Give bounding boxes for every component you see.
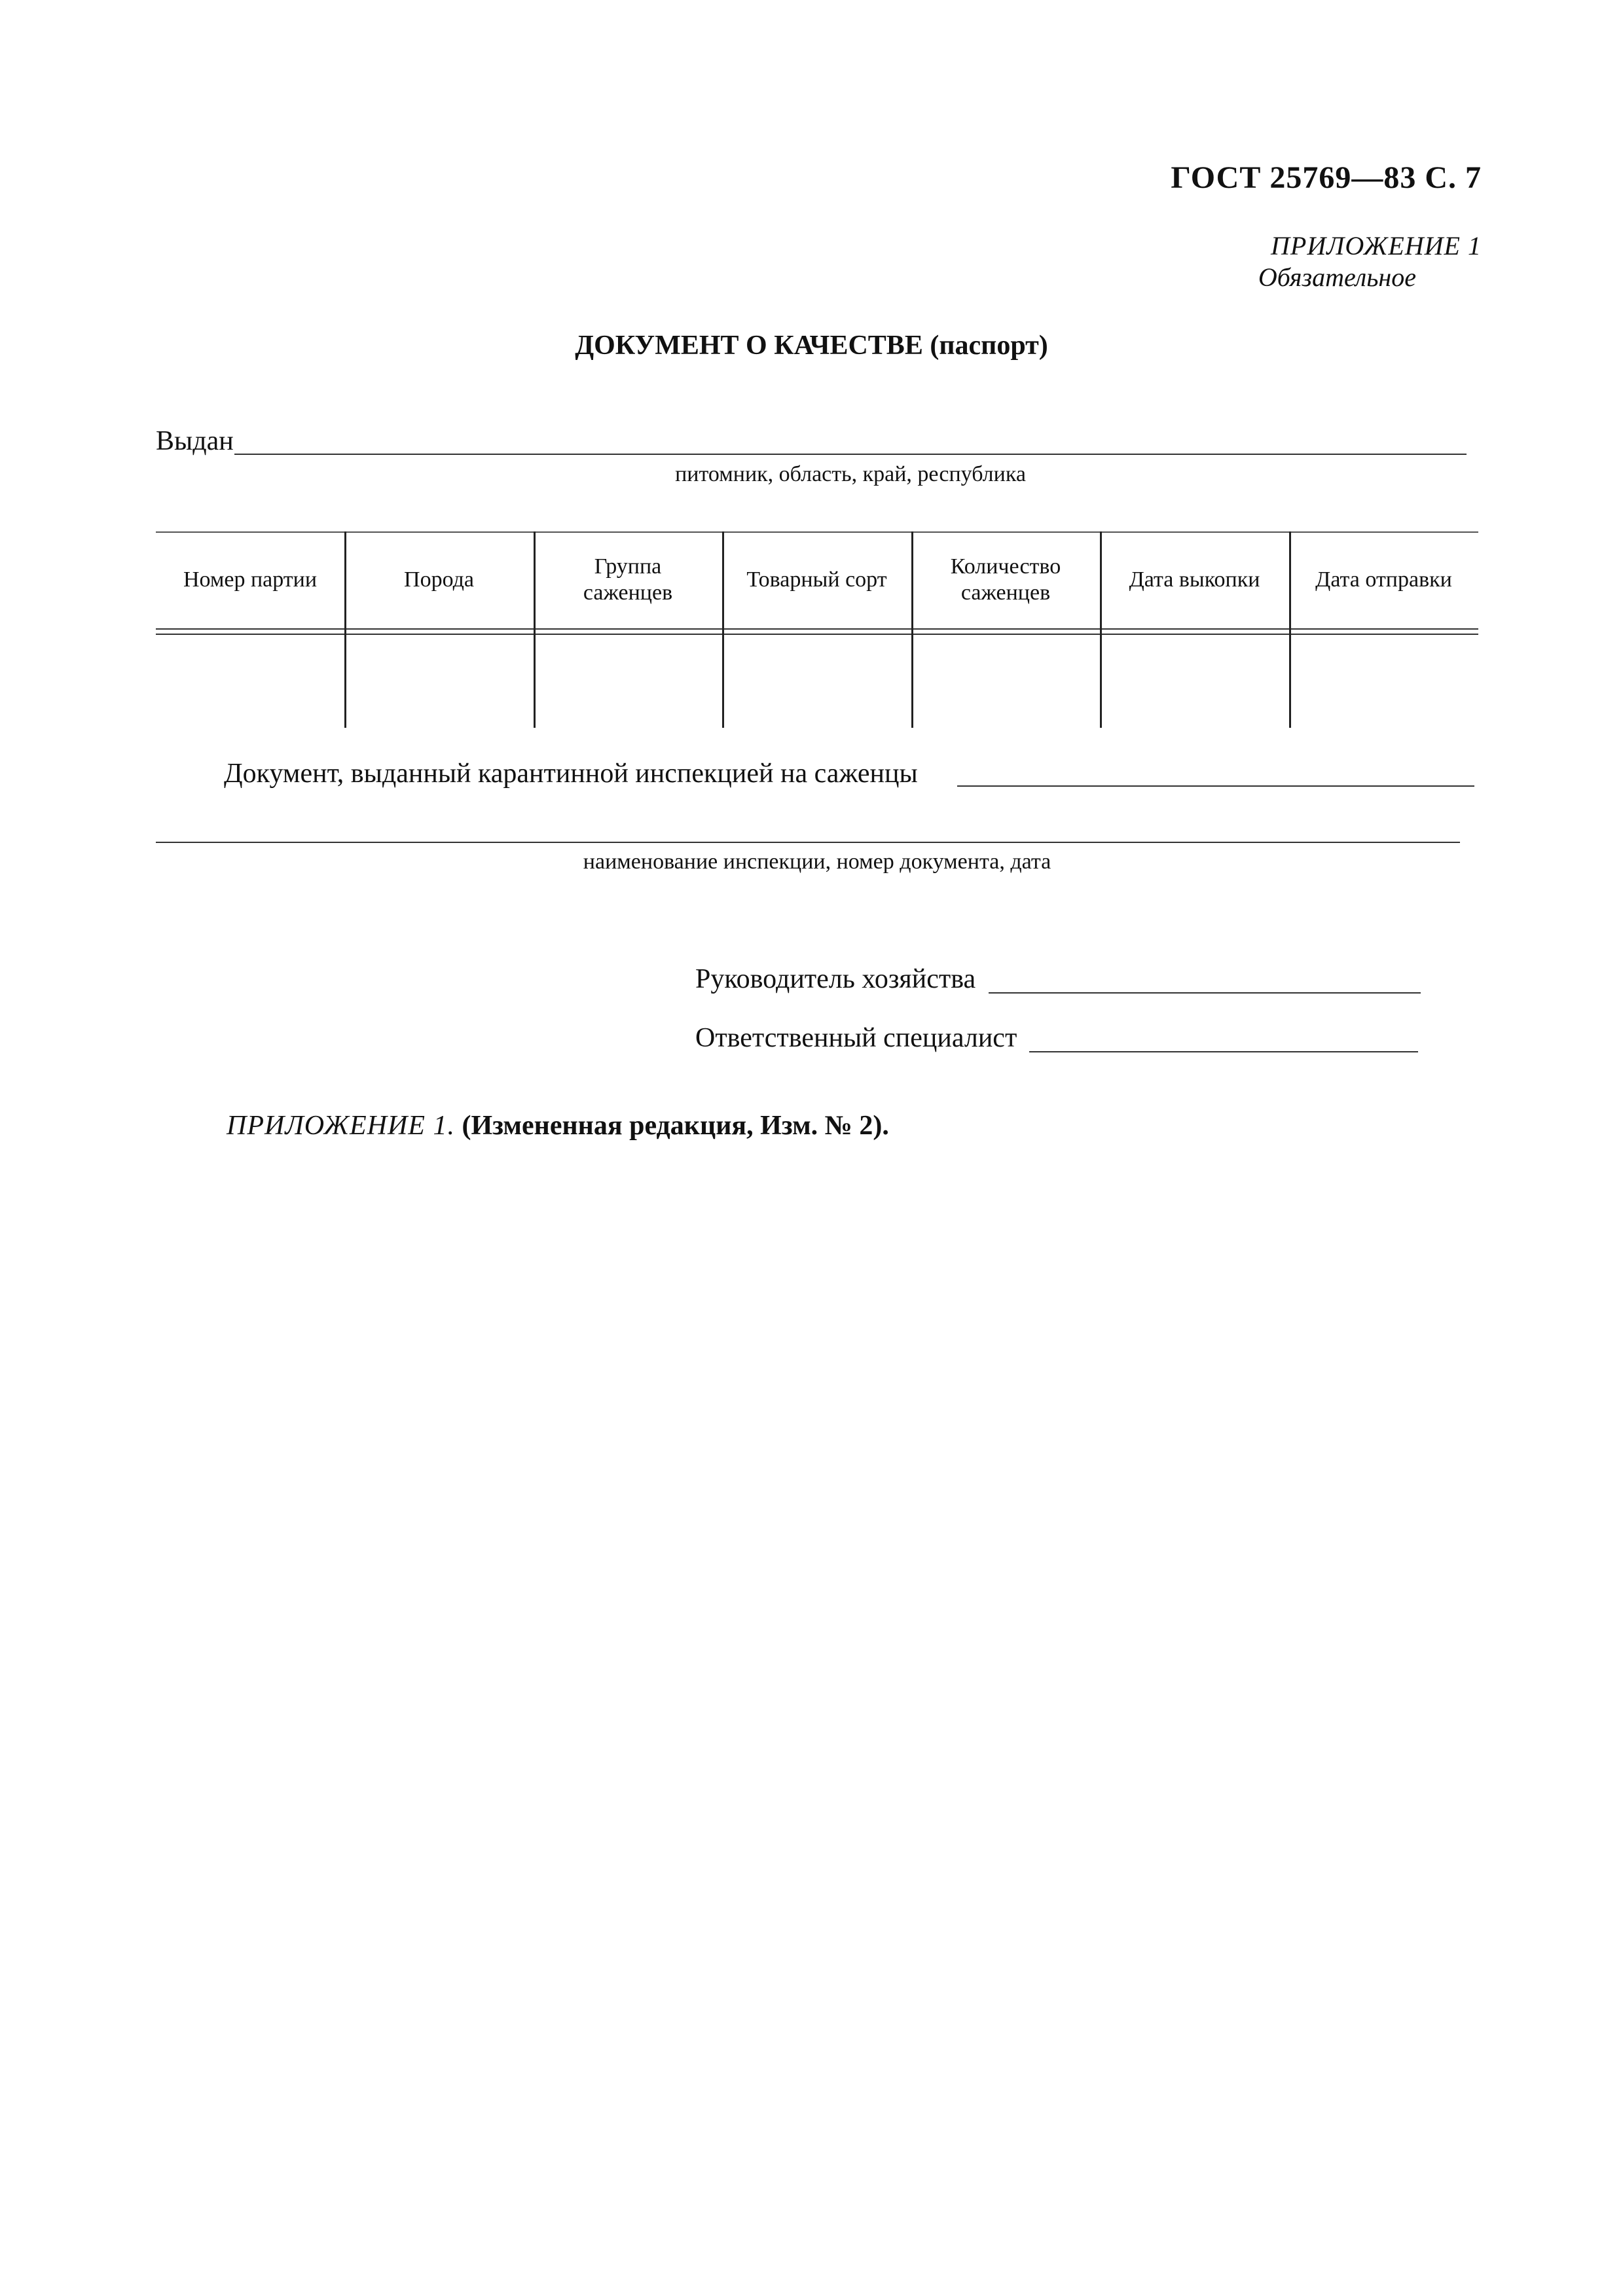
issued-label: Выдан: [156, 426, 234, 456]
inspection-fill-line: [156, 842, 1460, 843]
quarantine-document-label: Документ, выданный карантинной инспекцией на саженцы: [224, 759, 918, 789]
table-header-digging-date: Дата выкопки: [1129, 567, 1260, 592]
issued-caption: питомник, область, край, республика: [675, 462, 1026, 486]
issued-fill-line: [234, 454, 1467, 455]
table-header-border: [156, 628, 1478, 630]
farm-head-signature-line: [989, 992, 1421, 994]
appendix-status: Обязательное: [1258, 262, 1416, 292]
specialist-label: Ответственный специалист: [695, 1023, 1017, 1053]
table-header-border-double: [156, 634, 1478, 635]
appendix-label: ПРИЛОЖЕНИЕ 1: [1271, 231, 1482, 260]
table-header-species: Порода: [404, 567, 474, 592]
table-header-seedling-count: Количество саженцев: [950, 554, 1061, 605]
inspection-caption: наименование инспекции, номер документа, дата: [583, 850, 1051, 874]
specialist-signature-line: [1029, 1051, 1418, 1052]
page-header: ГОСТ 25769—83 С. 7: [1171, 160, 1482, 195]
table-header-commercial-grade: Товарный сорт: [746, 567, 887, 592]
table-header-seedling-group: Группа саженцев: [583, 554, 673, 605]
quarantine-fill-line: [957, 785, 1474, 787]
table-header-shipping-date: Дата отправки: [1315, 567, 1452, 592]
passport-table: [156, 531, 1478, 728]
table-header-batch-number: Номер партии: [183, 567, 318, 592]
amendment-note-appendix: ПРИЛОЖЕНИЕ 1.: [227, 1111, 455, 1141]
farm-head-label: Руководитель хозяйства: [695, 964, 976, 994]
amendment-note: [227, 1110, 889, 1141]
amendment-note-revision: (Измененная редакция, Изм. № 2).: [462, 1111, 889, 1141]
document-title: ДОКУМЕНТ О КАЧЕСТВЕ (паспорт): [575, 331, 1048, 361]
